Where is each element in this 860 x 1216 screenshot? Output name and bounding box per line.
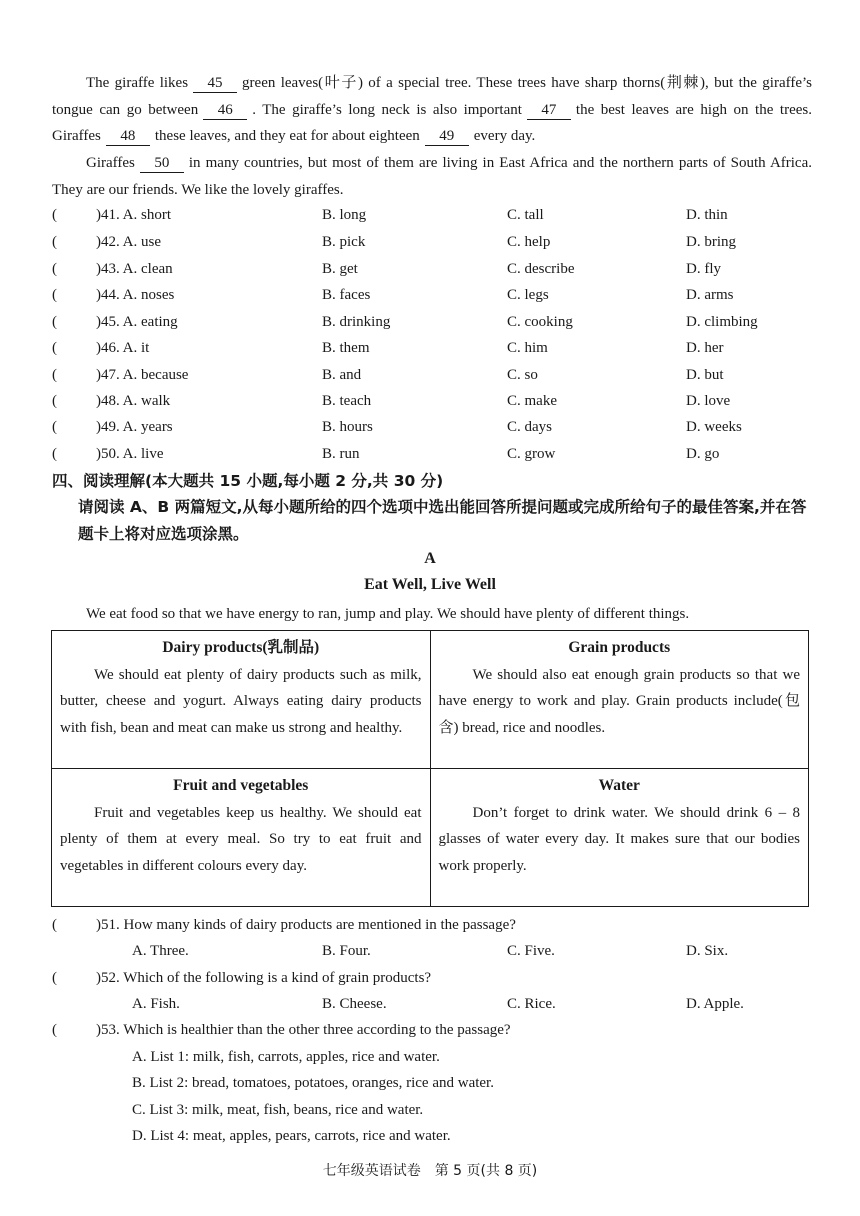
option-b: B. teach xyxy=(322,393,372,409)
cell-grain xyxy=(430,631,809,769)
cell-text: We should also eat enough grain products so that we have energy to work and play. Grain products include(包含) bread, rice and noodles. xyxy=(438,666,800,737)
cell-fruit xyxy=(52,769,431,907)
option-b: B. Cheese. xyxy=(322,996,387,1012)
question-42 xyxy=(52,229,812,255)
cloze-text: . The giraffe’s long neck is also important xyxy=(252,101,522,118)
food-info-table xyxy=(51,630,809,907)
option-d: D. go xyxy=(686,446,720,462)
option-d: D. List 4: meat, apples, pears, carrots, rice and water. xyxy=(132,1128,451,1144)
question-48 xyxy=(52,388,812,414)
cell-dairy xyxy=(52,631,431,769)
option-b: B. drinking xyxy=(322,314,391,330)
question-53 xyxy=(52,1017,812,1043)
option-d: D. weeks xyxy=(686,419,742,435)
option-c: C. cooking xyxy=(507,314,573,330)
answer-paren: ( xyxy=(52,970,57,986)
answer-paren: ( xyxy=(52,1022,57,1038)
option-b: B. faces xyxy=(322,287,371,303)
option-a: )45. A. eating xyxy=(96,314,178,330)
option-c: C. make xyxy=(507,393,557,409)
answer-paren: ( xyxy=(52,446,57,462)
option-c: C. describe xyxy=(507,261,575,277)
cell-text: We should eat plenty of dairy products such as milk, butter, cheese and yogurt. Always eating dairy products with fish, bean and meat can make us strong and healthy. xyxy=(60,666,422,737)
option-b: B. long xyxy=(322,207,367,223)
answer-paren: ( xyxy=(52,234,57,250)
option-d: D. fly xyxy=(686,261,721,277)
cell-body xyxy=(439,662,801,742)
cell-text: Don’t forget to drink water. We should drink 6 – 8 glasses of water every day. It makes sure that our bodies work properly. xyxy=(438,804,800,875)
option-c: C. legs xyxy=(507,287,549,303)
passage-intro xyxy=(52,601,812,628)
question-text: )52. Which of the following is a kind of grain products? xyxy=(96,970,432,986)
option-c: C. grow xyxy=(507,446,556,462)
blank-47: 47 xyxy=(527,101,571,120)
option-d: D. arms xyxy=(686,287,734,303)
option-c: C. tall xyxy=(507,207,544,223)
option-a: A. Fish. xyxy=(132,996,180,1012)
option-b: B. and xyxy=(322,367,362,383)
option-b: B. run xyxy=(322,446,360,462)
option-d: D. Six. xyxy=(686,943,729,959)
question-51-options xyxy=(52,938,812,964)
option-b: B. them xyxy=(322,340,370,356)
cloze-text: The giraffe likes xyxy=(86,75,189,91)
cloze-paragraph-1 xyxy=(52,70,812,150)
cloze-paragraph-2 xyxy=(52,150,812,203)
option-b: B. hours xyxy=(322,419,373,435)
cloze-text: green leaves(叶子) of a special tree. These trees have sharp thorns(荆棘), but the giraffe’s tongue can go between xyxy=(52,75,812,118)
option-a: A. Three. xyxy=(132,943,189,959)
question-45 xyxy=(52,309,812,335)
question-52 xyxy=(52,965,812,991)
option-d: D. climbing xyxy=(686,314,758,330)
question-text: )51. How many kinds of dairy products are mentioned in the passage? xyxy=(96,917,516,933)
page-footer: 七年级英语试卷 第 5 页(共 8 页) xyxy=(322,1163,538,1179)
question-46 xyxy=(52,335,812,361)
option-d: D. thin xyxy=(686,207,728,223)
cell-title: Grain products xyxy=(568,639,671,656)
cell-title: Fruit and vegetables xyxy=(173,777,309,794)
cell-title: Water xyxy=(598,777,640,794)
option-c: C. him xyxy=(507,340,548,356)
question-41 xyxy=(52,202,812,228)
blank-45: 45 xyxy=(193,74,237,93)
option-b: B. get xyxy=(322,261,358,277)
question-47 xyxy=(52,362,812,388)
question-43 xyxy=(52,256,812,282)
cloze-text: every day. xyxy=(473,128,536,145)
question-44 xyxy=(52,282,812,308)
option-a: )48. A. walk xyxy=(96,393,171,409)
answer-paren: ( xyxy=(52,261,57,277)
option-a: )46. A. it xyxy=(96,340,150,356)
option-a: )43. A. clean xyxy=(96,261,173,277)
answer-paren: ( xyxy=(52,393,57,409)
option-d: D. Apple. xyxy=(686,996,744,1012)
cell-body xyxy=(60,662,422,742)
blank-46: 46 xyxy=(203,101,247,120)
question-50 xyxy=(52,441,812,467)
passage-title: Eat Well, Live Well xyxy=(364,576,496,593)
option-c: C. days xyxy=(507,419,552,435)
option-c: C. so xyxy=(507,367,538,383)
option-d: D. love xyxy=(686,393,731,409)
question-51 xyxy=(52,912,812,938)
cloze-text: these leaves, and they eat for about eighteen xyxy=(154,128,420,145)
option-a: A. List 1: milk, fish, carrots, apples, rice and water. xyxy=(132,1049,440,1065)
option-b: B. pick xyxy=(322,234,366,250)
passage-letter: A xyxy=(424,550,436,567)
cloze-text: Giraffes xyxy=(86,155,135,171)
option-a: )50. A. live xyxy=(96,446,164,462)
option-d: D. bring xyxy=(686,234,736,250)
option-a: )44. A. noses xyxy=(96,287,175,303)
option-b: B. List 2: bread, tomatoes, potatoes, oranges, rice and water. xyxy=(132,1075,494,1091)
cell-body xyxy=(439,800,801,880)
option-d: D. her xyxy=(686,340,724,356)
cell-water xyxy=(430,769,809,907)
option-c: C. Five. xyxy=(507,943,555,959)
section-instruction: 请阅读 A、B 两篇短文,从每小题所给的四个选项中选出能回答所提问题或完成所给句子的最佳答案,并在答题卡上将对应选项涂黑。 xyxy=(78,498,807,543)
question-49 xyxy=(52,414,812,440)
option-d: D. but xyxy=(686,367,724,383)
cloze-text: in many countries, but most of them are living in East Africa and the northern parts of South Africa. They are our friends. We like the lovely giraffes. xyxy=(52,155,812,198)
cloze-text: the best leaves are high on the trees. Giraffes xyxy=(52,101,812,145)
answer-paren: ( xyxy=(52,367,57,383)
answer-paren: ( xyxy=(52,287,57,303)
blank-50: 50 xyxy=(140,154,184,173)
cell-body xyxy=(60,800,422,880)
blank-48: 48 xyxy=(106,127,150,146)
option-c: C. List 3: milk, meat, fish, beans, rice and water. xyxy=(132,1102,424,1118)
option-a: )47. A. because xyxy=(96,367,189,383)
answer-paren: ( xyxy=(52,419,57,435)
cell-title: Dairy products(乳制品) xyxy=(162,639,320,656)
option-c: C. Rice. xyxy=(507,996,556,1012)
answer-paren: ( xyxy=(52,340,57,356)
intro-text: We eat food so that we have energy to ran, jump and play. We should have plenty of different things. xyxy=(86,606,690,622)
option-a: )42. A. use xyxy=(96,234,161,250)
option-c: C. help xyxy=(507,234,551,250)
cell-text: Fruit and vegetables keep us healthy. We should eat plenty of them at every meal. So try to eat fruit and vegetables in different colours every day. xyxy=(60,804,422,875)
option-a: )49. A. years xyxy=(96,419,173,435)
answer-paren: ( xyxy=(52,314,57,330)
question-text: )53. Which is healthier than the other three according to the passage? xyxy=(96,1022,511,1038)
answer-paren: ( xyxy=(52,917,57,933)
question-52-options xyxy=(52,991,812,1017)
answer-paren: ( xyxy=(52,207,57,223)
option-b: B. Four. xyxy=(322,943,371,959)
blank-49: 49 xyxy=(425,127,469,146)
option-a: )41. A. short xyxy=(96,207,171,223)
section-heading: 四、阅读理解(本大题共 15 小题,每小题 2 分,共 30 分) xyxy=(52,472,444,490)
